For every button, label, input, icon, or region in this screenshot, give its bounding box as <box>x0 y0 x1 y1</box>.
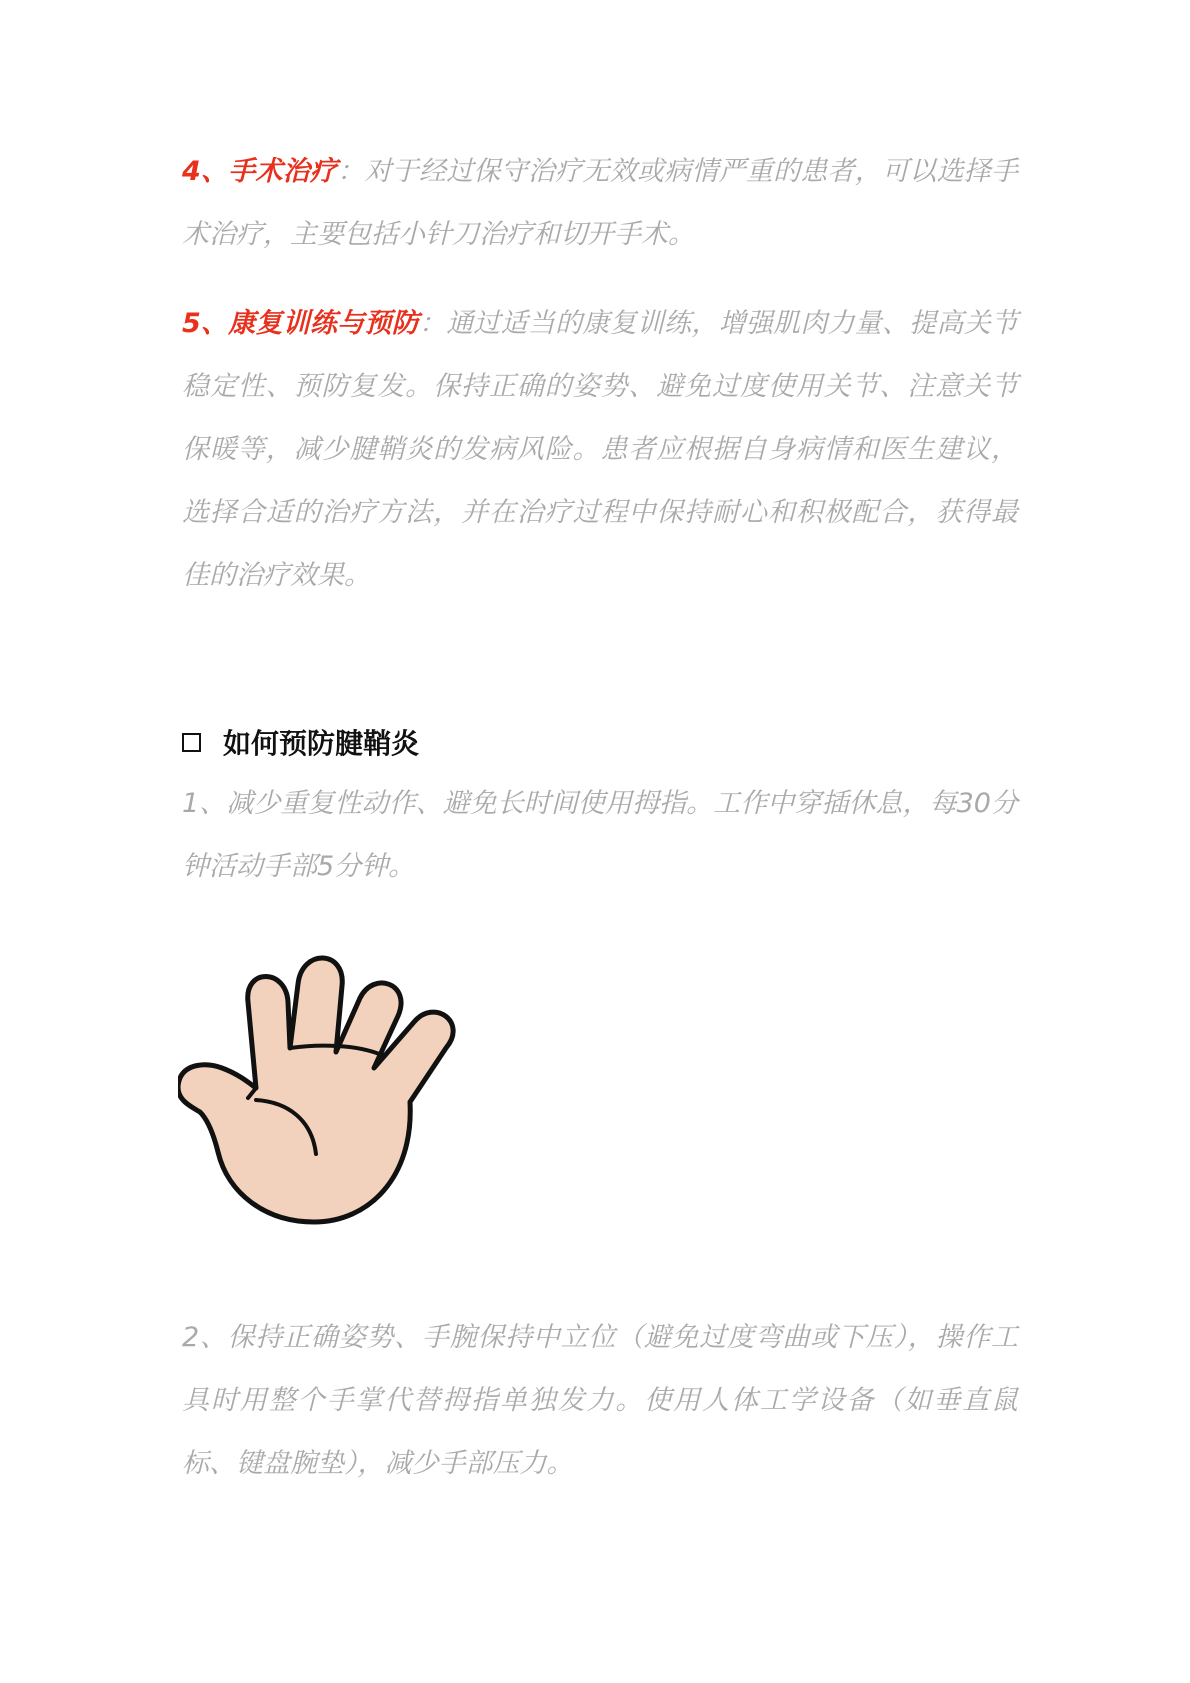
prevention-tip-1-block <box>182 772 1018 898</box>
treatment-item-4 <box>182 140 1018 266</box>
prevention-heading-text: 如何预防腱鞘炎 <box>223 727 420 760</box>
prevention-heading <box>182 722 419 762</box>
treatment-item-5-title: 5、康复训练与预防 <box>182 308 419 339</box>
checkbox-icon <box>182 733 201 752</box>
treatment-item-4-text: ：对于经过保守治疗无效或病情严重的患者，可以选择手术治疗，主要包括小针刀治疗和切开手术。 <box>182 156 1018 250</box>
treatment-section <box>182 140 1018 607</box>
hand-outline <box>178 958 453 1222</box>
treatment-item-5-text: ：通过适当的康复训练，增强肌肉力量、提高关节稳定性、预防复发。保持正确的姿势、避免过度使用关节、注意关节保暖等，减少腱鞘炎的发病风险。患者应根据自身病情和医生建议，选择合适的治疗方法，并在治疗过程中保持耐心和积极配合，获得最佳的治疗效果。 <box>182 308 1018 591</box>
prevention-tip-2-block <box>182 1306 1018 1495</box>
treatment-item-5 <box>182 292 1018 607</box>
open-palm-hand-icon <box>178 940 488 1230</box>
prevention-tip-2: 2、保持正确姿势、手腕保持中立位（避免过度弯曲或下压），操作工具时用整个手掌代替拇指单独发力。使用人体工学设备（如垂直鼠标、键盘腕垫），减少手部压力。 <box>182 1322 1018 1479</box>
treatment-item-4-title: 4、手术治疗 <box>182 156 338 187</box>
prevention-tip-1: 1、减少重复性动作、避免长时间使用拇指。工作中穿插休息，每30分钟活动手部5分钟。 <box>182 788 1018 882</box>
